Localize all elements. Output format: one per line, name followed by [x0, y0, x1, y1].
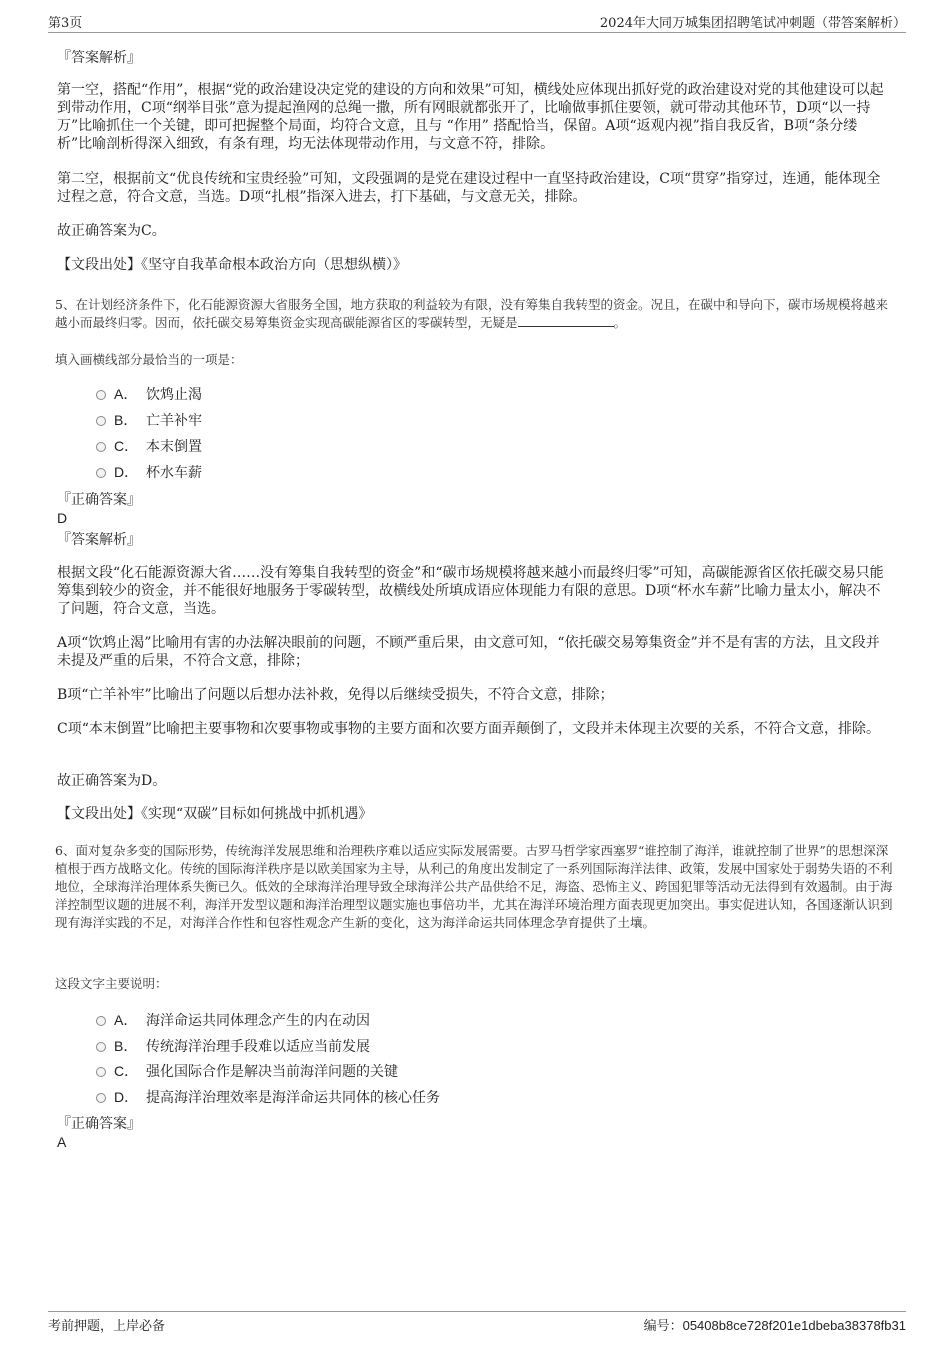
- radio-icon[interactable]: [96, 1067, 106, 1077]
- q5-correct-answer: D: [57, 510, 68, 526]
- q5-analysis-para2: A项“饮鸩止渴”比喻用有害的办法解决眼前的问题，不顾严重后果，由文意可知，“依托碳交易筹集资金”并不是有害的方法，且文段并未提及严重的后果，不符合文意，排除；: [57, 635, 880, 669]
- q5-analysis-para4: C项“本末倒置”比喻把主要事物和次要事物或事物的主要方面和次要方面弄颠倒了，文段并未体现主次要的关系，不符合文意，排除。: [57, 721, 881, 737]
- footer-slogan: 考前押题，上岸必备: [48, 1319, 166, 1334]
- q6-question: 6、面对复杂多变的国际形势，传统海洋发展思维和治理秩序难以适应实际发展需要。古罗马哲学家西塞罗“谁控制了海洋，谁就控制了世界”的思想深深植根于西方战略文化。传统的国际海洋秩序是以欧美国家为主导，从利己的角度出发制定了一系列国际海洋法律、政策，发展中国家处于弱势失语的不利地位，全球海洋治理体系失衡已久。低效的全球海洋治理导致全球海洋公共产品供给不足，海盗、恐怖主义、跨国犯罪等活动无法得到有效遏制。由于海洋控制型议题的进展不利，海洋开发型议题和海洋治理型议题实施也事倍功半，尤其在海洋环境治理方面表现更加突出。事实促进认知，各国逐渐认识到现有海洋实践的不足，对海洋合作性和包容性观念产生新的变化，这为海洋命运共同体理念孕育提供了土壤。: [55, 843, 893, 930]
- q5-prompt: 填入画横线部分最恰当的一项是：: [55, 352, 243, 367]
- q5-analysis-para1: 根据文段“化石能源资源大省……没有筹集自我转型的资金”和“碳市场规模将越来越小而最终归零”可知，高碳能源省区依托碳交易只能筹集到较少的资金，并不能很好地服务于零碳转型，故横线处所填成语应体现能力有限的意思。D项“杯水车薪”比喻力量太小，解决不了问题，符合文意，当选。: [57, 565, 884, 617]
- q6-correct-label: 『正确答案』: [57, 1116, 141, 1132]
- document-title: 2024年大同万城集团招聘笔试冲刺题（带答案解析）: [599, 16, 906, 31]
- q4-analysis-label: 『答案解析』: [57, 50, 141, 66]
- radio-icon[interactable]: [96, 1093, 106, 1103]
- q5-source: 【文段出处】《实现“双碳”目标如何挑战中抓机遇》: [57, 806, 373, 822]
- document-id: 编号：05408b8ce728f201e1dbeba38378fb31: [643, 1318, 906, 1333]
- q6-option-b[interactable]: B． 传统海洋治理手段难以适应当前发展: [96, 1037, 370, 1056]
- q6-prompt: 这段文字主要说明：: [55, 976, 168, 991]
- page-header: [48, 12, 906, 33]
- q5-correct-label: 『正确答案』: [57, 492, 141, 508]
- answer-blank: [518, 314, 614, 327]
- q6-correct-answer: A: [57, 1134, 67, 1150]
- q5-option-a[interactable]: A． 饮鸩止渴: [96, 385, 202, 404]
- q5-option-b[interactable]: B． 亡羊补牢: [96, 411, 202, 430]
- radio-icon[interactable]: [96, 416, 106, 426]
- q5-analysis-label: 『答案解析』: [57, 532, 141, 548]
- q4-source: 【文段出处】《坚守自我革命根本政治方向（思想纵横）》: [57, 257, 407, 273]
- q6-option-a[interactable]: A． 海洋命运共同体理念产生的内在动因: [96, 1011, 370, 1030]
- radio-icon[interactable]: [96, 468, 106, 478]
- q5-question: 5、在计划经济条件下，化石能源资源大省服务全国，地方获取的利益较为有限，没有筹集自我转型的资金。况且，在碳中和导向下，碳市场规模将越来越小而最终归零。因而，依托碳交易筹集资金实现高碳能源省区的零碳转型，无疑是 。: [55, 297, 888, 330]
- q6-option-c[interactable]: C． 强化国际合作是解决当前海洋问题的关键: [96, 1062, 398, 1081]
- q5-analysis-para3: B项“亡羊补牢”比喻出了问题以后想办法补救，免得以后继续受损失，不符合文意，排除；: [57, 687, 614, 703]
- q5-conclusion: 故正确答案为D。: [57, 773, 167, 789]
- radio-icon[interactable]: [96, 1016, 106, 1026]
- radio-icon[interactable]: [96, 1042, 106, 1052]
- radio-icon[interactable]: [96, 442, 106, 452]
- radio-icon[interactable]: [96, 390, 106, 400]
- q4-conclusion: 故正确答案为C。: [57, 223, 166, 239]
- page-number: 第3页: [48, 16, 83, 31]
- q6-option-d[interactable]: D． 提高海洋治理效率是海洋命运共同体的核心任务: [96, 1088, 440, 1107]
- q4-analysis-para1: 第一空，搭配“作用”，根据“党的政治建设决定党的建设的方向和效果”可知，横线处应体现出抓好党的政治建设对党的其他建设可以起到带动作用，C项“纲举目张”意为提起渔网的总绳一撒，所有网眼就都张开了，比喻做事抓住要领，就可带动其他环节，D项“以一持万”比喻抓住一个关键，即可把握整个局面，均符合文意，且与 “作用” 搭配恰当，保留。A项“返观内视”指自我反省，B项“条分缕析”比喻剖析得深入细致，有条有理，均无法体现带动作用，与文意不符，排除。: [57, 82, 884, 152]
- q5-option-d[interactable]: D． 杯水车薪: [96, 463, 202, 482]
- q4-analysis-para2: 第二空，根据前文“优良传统和宝贵经验”可知，文段强调的是党在建设过程中一直坚持政治建设，C项“贯穿”指穿过，连通，能体现全过程之意，符合文意，当选。D项“扎根”指深入进去，打下基础，与文意无关，排除。: [57, 171, 881, 205]
- q5-option-c[interactable]: C． 本末倒置: [96, 437, 202, 456]
- page-footer: [48, 1311, 906, 1335]
